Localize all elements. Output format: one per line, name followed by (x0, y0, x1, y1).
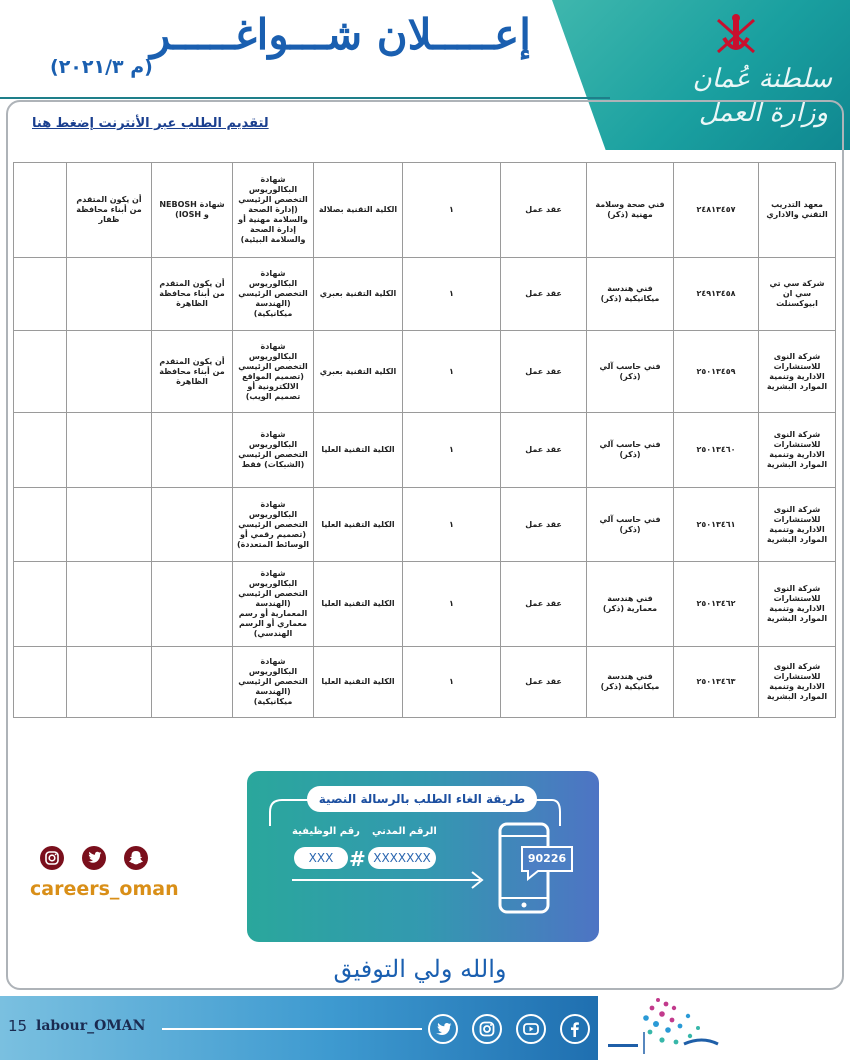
residence-cell: أن يكون المتقدم من أبناء محافظة ظفار (67, 163, 152, 258)
snapchat-icon[interactable] (124, 846, 148, 870)
location-cell: الكلية التقنية العليا (314, 413, 403, 488)
page-title: إعـــــلان شـــواغـــــر (150, 10, 531, 59)
sms-phone-number: 90226 (527, 852, 567, 865)
company-cell: شركة النوى للاستشارات الادارية وتنمية الموارد البشرية (759, 488, 836, 562)
job-title-cell: فني صحة وسلامة مهنية (ذكر) (587, 163, 674, 258)
qualification-cell: شهادة البكالوريوس التخصص الرئيسي (إدارة الصحة والسلامة مهنية أو إدارة الصحة والسلامة البيئية) (233, 163, 314, 258)
location-cell: الكلية التقنية العليا (314, 488, 403, 562)
footer-twitter-icon[interactable] (428, 1014, 458, 1044)
job-code-cell: ٢٥٠١٣٤٥٩ (674, 331, 759, 413)
online-apply-link[interactable]: لتقديم الطلب عبر الأنترنت إضغط هنا (32, 116, 269, 131)
company-cell: شركة النوى للاستشارات الادارية وتنمية الموارد البشرية (759, 647, 836, 718)
contract-cell: عقد عمل (501, 331, 587, 413)
page-number: 15 (8, 1017, 28, 1035)
oman-emblem-icon (710, 10, 762, 62)
civil-number-pill: XXXXXXX (368, 847, 436, 869)
qualification-cell: شهادة البكالوريوس التخصص الرئيسي (الشبكات) فقط (233, 413, 314, 488)
sms-card-title: طريقة الغاء الطلب بالرسالة النصية (307, 786, 537, 812)
qualification-cell: شهادة البكالوريوس التخصص الرئيسي (الهندسة ميكانيكية) (233, 647, 314, 718)
table-row (14, 163, 836, 258)
job-code-cell: ٢٥٠١٣٤٦٢ (674, 562, 759, 647)
civil-number-label: الرقم المدني (372, 826, 437, 837)
contract-cell: عقد عمل (501, 258, 587, 331)
location-cell: الكلية التقنية العليا (314, 647, 403, 718)
job-code-cell: ٢٤٩١٣٤٥٨ (674, 258, 759, 331)
residence-cell (67, 647, 152, 718)
table-row (14, 488, 836, 562)
job-title-cell: فني هندسة معمارية (ذكر) (587, 562, 674, 647)
count-cell: ١ (403, 163, 501, 258)
count-cell: ١ (403, 647, 501, 718)
certificate-cell: شهادة NEBOSH و IOSH) (152, 163, 233, 258)
extra-cell (14, 331, 67, 413)
footer-facebook-icon[interactable] (560, 1014, 590, 1044)
table-row (14, 562, 836, 647)
qualification-cell: شهادة البكالوريوس التخصص الرئيسي (تصميم المواقع الالكترونية أو تصميم الويب) (233, 331, 314, 413)
oman-vision-logo-icon (606, 992, 846, 1060)
table-row (14, 647, 836, 718)
ministry-name-line1: سلطنة عُمان (692, 64, 832, 94)
extra-cell (14, 413, 67, 488)
twitter-icon[interactable] (82, 846, 106, 870)
certificate-cell (152, 562, 233, 647)
footer-instagram-icon[interactable] (472, 1014, 502, 1044)
certificate-cell (152, 647, 233, 718)
qualification-cell: شهادة البكالوريوس التخصص الرئيسي (الهندسة المعمارية أو رسم معماري أو الرسم الهندسي) (233, 562, 314, 647)
residence-cell (67, 562, 152, 647)
job-title-cell: فني هندسة ميكانيكية (ذكر) (587, 647, 674, 718)
location-cell: الكلية التقنية بعبري (314, 331, 403, 413)
job-number-pill: XXX (294, 847, 348, 869)
job-code-cell: ٢٥٠١٣٤٦٠ (674, 413, 759, 488)
job-title-cell: فني حاسب آلي (ذكر) (587, 331, 674, 413)
company-cell: شركة سي تي سي ان ابيوكسنلت (759, 258, 836, 331)
job-code-cell: ٢٥٠١٣٤٦٣ (674, 647, 759, 718)
ministry-name-line2: وزارة العمل (698, 98, 828, 128)
residence-cell (67, 258, 152, 331)
job-code-cell: ٢٥٠١٣٤٦١ (674, 488, 759, 562)
announcement-date: (م ٢٠٢١/٣) (50, 56, 153, 78)
certificate-cell (152, 413, 233, 488)
count-cell: ١ (403, 331, 501, 413)
vacancies-table (13, 162, 836, 718)
instagram-icon[interactable] (40, 846, 64, 870)
contract-cell: عقد عمل (501, 163, 587, 258)
table-row (14, 331, 836, 413)
footer-divider (162, 1028, 422, 1030)
job-title-cell: فني حاسب آلي (ذكر) (587, 413, 674, 488)
company-cell: شركة النوى للاستشارات الادارية وتنمية الموارد البشرية (759, 562, 836, 647)
job-title-cell: فني هندسة ميكانيكية (ذكر) (587, 258, 674, 331)
residence-cell (67, 331, 152, 413)
table-row (14, 258, 836, 331)
table-row (14, 413, 836, 488)
contract-cell: عقد عمل (501, 562, 587, 647)
footer-youtube-icon[interactable] (516, 1014, 546, 1044)
job-code-cell: ٢٤٨١٣٤٥٧ (674, 163, 759, 258)
company-cell: شركة النوى للاستشارات الادارية وتنمية الموارد البشرية (759, 331, 836, 413)
company-cell: شركة النوى للاستشارات الادارية وتنمية الموارد البشرية (759, 413, 836, 488)
extra-cell (14, 258, 67, 331)
certificate-cell (152, 488, 233, 562)
social-handle: careers_oman (30, 878, 179, 900)
count-cell: ١ (403, 488, 501, 562)
extra-cell (14, 163, 67, 258)
job-number-label: رقم الوظيفية (292, 826, 360, 837)
extra-cell (14, 647, 67, 718)
qualification-cell: شهادة البكالوريوس التخصص الرئيسي (تصميم رقمي أو الوسائط المتعددة) (233, 488, 314, 562)
residence-cell (67, 413, 152, 488)
header-divider (0, 97, 610, 99)
certificate-cell: أن يكون المتقدم من أبناء محافظة الظاهرة (152, 331, 233, 413)
closing-phrase: والله ولي التوفيق (333, 955, 507, 983)
count-cell: ١ (403, 413, 501, 488)
location-cell: الكلية التقنية العليا (314, 562, 403, 647)
count-cell: ١ (403, 562, 501, 647)
contract-cell: عقد عمل (501, 647, 587, 718)
hash-separator: # (349, 847, 366, 871)
job-title-cell: فني حاسب آلي (ذكر) (587, 488, 674, 562)
count-cell: ١ (403, 258, 501, 331)
qualification-cell: شهادة البكالوريوس التخصص الرئيسي (الهندسة ميكانيكية) (233, 258, 314, 331)
contract-cell: عقد عمل (501, 413, 587, 488)
certificate-cell: أن يكون المتقدم من أبناء محافظة الظاهرة (152, 258, 233, 331)
location-cell: الكلية التقنية بصلالة (314, 163, 403, 258)
footer-handle: labour_OMAN (36, 1018, 146, 1034)
location-cell: الكلية التقنية بعبري (314, 258, 403, 331)
extra-cell (14, 562, 67, 647)
company-cell: معهد التدريب التقني والاداري (759, 163, 836, 258)
residence-cell (67, 488, 152, 562)
extra-cell (14, 488, 67, 562)
contract-cell: عقد عمل (501, 488, 587, 562)
